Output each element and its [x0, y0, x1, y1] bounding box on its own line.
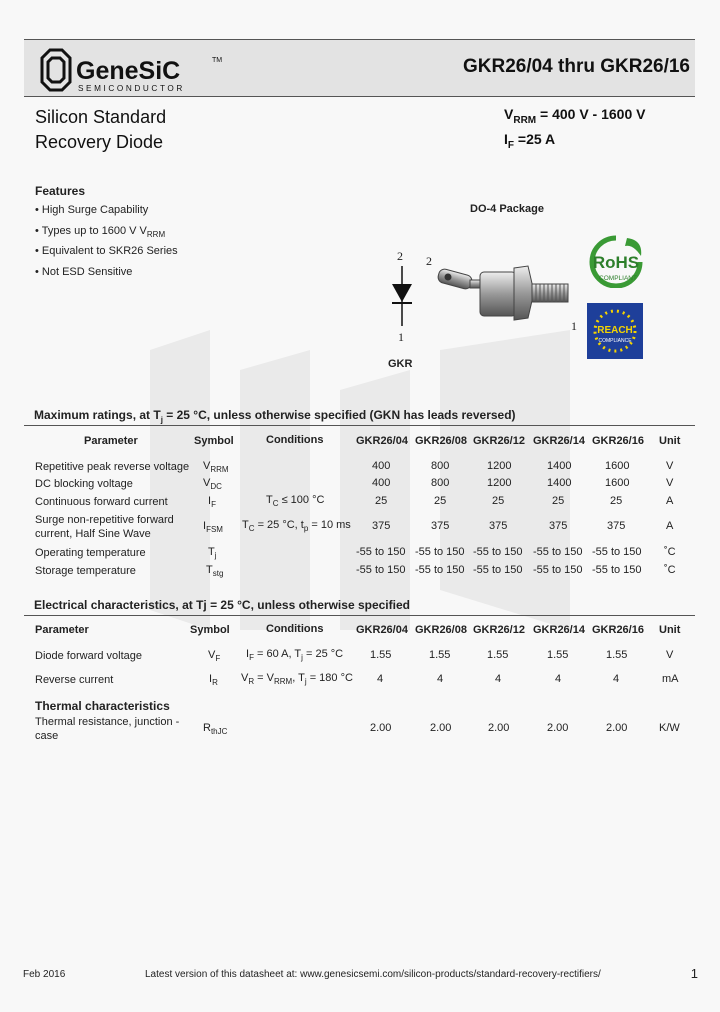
row-value: 1600 — [605, 477, 630, 489]
row-conditions: $I_F = 60$ A, $T_j = 25$ °C — [246, 648, 344, 663]
row-value: 375 — [431, 520, 450, 532]
row-unit: ˚C — [664, 564, 676, 576]
reach-text: REACH — [597, 325, 633, 336]
rohs-badge — [585, 234, 647, 288]
row-value: 375 — [549, 520, 568, 532]
row-param: Reverse current — [35, 674, 114, 686]
feature-item: • High Surge Capability — [35, 204, 149, 216]
thermal-title: Thermal characteristics — [35, 699, 170, 713]
feature-item: • Equivalent to SKR26 Series — [35, 245, 178, 258]
elec-title: Electrical characteristics, at Tj = 25 °C, unless otherwise specified — [24, 596, 695, 616]
row-conditions: $T_C = 25$ °C, $t_p = 10$ ms — [242, 519, 351, 534]
row-symbol: $I_{FSM}$ — [203, 520, 223, 535]
col-header-parameter: Parameter — [84, 435, 138, 447]
row-value: 25 — [375, 495, 388, 507]
symbol-label: GKR — [388, 358, 413, 370]
row-unit: V — [666, 460, 674, 472]
features-list — [35, 202, 178, 285]
row-value: 2.00 — [547, 722, 569, 734]
row-param: Repetitive peak reverse voltage — [35, 461, 190, 473]
footer-date: Feb 2016 — [23, 969, 66, 980]
col-header-gkr2616: GKR26/16 — [592, 624, 644, 636]
row-value: 375 — [607, 520, 626, 532]
row-value: -55 to 150 — [533, 546, 583, 558]
reach-sub: COMPLIANCE — [598, 338, 632, 344]
pin-label-stud: 1 — [571, 319, 577, 333]
row-symbol: $I_R$ — [209, 673, 218, 688]
row-value: 400 — [372, 460, 391, 472]
device-title-line1: Silicon Standard — [35, 107, 167, 127]
genesic-logo — [38, 48, 228, 94]
row-value: -55 to 150 — [533, 564, 583, 576]
rohs-text: RoHS — [592, 253, 640, 272]
row-param: Thermal resistance, junction - case — [35, 716, 180, 742]
row-value: 1200 — [487, 460, 512, 472]
row-value: 4 — [437, 673, 444, 685]
row-value: 2.00 — [430, 722, 452, 734]
row-value: 375 — [372, 520, 391, 532]
row-value: -55 to 150 — [356, 564, 406, 576]
row-param: Operating temperature — [35, 547, 146, 559]
feature-item: • Types up to 1600 V $V_{RRM}$ — [35, 224, 166, 239]
row-value: 4 — [613, 673, 620, 685]
row-value: 1.55 — [370, 649, 392, 661]
row-conditions: $V_R = V_{RRM}$, $T_j = 180$ °C — [241, 672, 353, 687]
max-ratings-title: Maximum ratings, at $T_j = 25$ °C, unless otherwise specified (GKN has leads reversed) — [24, 406, 695, 426]
row-value: 25 — [434, 495, 447, 507]
row-param: Surge non-repetitive forward current, Half Sine Wave — [35, 514, 174, 540]
page-number: 1 — [690, 966, 698, 981]
feature-item: • Not ESD Sensitive — [35, 266, 133, 279]
row-value: 400 — [372, 477, 391, 489]
col-header-unit: Unit — [659, 435, 681, 447]
device-title — [35, 105, 166, 155]
row-value: 2.00 — [606, 722, 628, 734]
row-value: 800 — [431, 477, 450, 489]
row-unit: V — [666, 649, 674, 661]
row-symbol: $I_F$ — [208, 495, 216, 510]
row-conditions: $T_C \le 100$ °C — [266, 494, 325, 509]
row-symbol: $V_F$ — [208, 649, 221, 664]
logo-subtitle: SEMICONDUCTOR — [78, 84, 185, 93]
row-value: 4 — [495, 673, 502, 685]
col-header-gkr2616: GKR26/16 — [592, 435, 644, 447]
row-value: 1.55 — [487, 649, 509, 661]
logo-name: GeneSiC — [76, 57, 181, 85]
row-value: 4 — [377, 673, 384, 685]
row-value: -55 to 150 — [592, 546, 642, 558]
col-header-symbol: Symbol — [194, 435, 234, 447]
device-title-line2: Recovery Diode — [35, 132, 164, 152]
do4-package-icon — [436, 262, 570, 338]
col-header-gkr2612: GKR26/12 — [473, 435, 525, 447]
col-header-gkr2608: GKR26/08 — [415, 624, 467, 636]
col-header-unit: Unit — [659, 624, 681, 636]
row-value: -55 to 150 — [356, 546, 406, 558]
col-header-parameter: Parameter — [35, 624, 89, 636]
row-unit: A — [666, 495, 674, 507]
row-value: -55 to 150 — [592, 564, 642, 576]
spec-if: $I_F =25$ A — [504, 131, 556, 151]
footer-link[interactable]: Latest version of this datasheet at: www.genesicsemi.com/silicon-products/standard-recovery-rectifiers/ — [145, 969, 601, 980]
spec-vrrm: $V_{RRM} = 400$ V - 1600 V — [504, 106, 646, 126]
row-value: 1.55 — [429, 649, 451, 661]
row-symbol: $T_j$ — [208, 546, 217, 561]
row-value: -55 to 150 — [415, 564, 465, 576]
features-heading: Features — [35, 184, 86, 198]
row-value: 4 — [555, 673, 562, 685]
col-header-gkr2614: GKR26/14 — [533, 435, 585, 447]
row-param: Continuous forward current — [35, 496, 168, 508]
reach-badge — [587, 303, 643, 359]
col-header-gkr2604: GKR26/04 — [356, 435, 408, 447]
col-header-gkr2612: GKR26/12 — [473, 624, 525, 636]
col-header-conditions: Conditions — [266, 623, 324, 635]
row-value: 25 — [610, 495, 623, 507]
col-header-gkr2614: GKR26/14 — [533, 624, 585, 636]
row-unit: A — [666, 520, 674, 532]
row-unit: ˚C — [664, 546, 676, 558]
row-value: 1.55 — [547, 649, 569, 661]
row-symbol: $V_{DC}$ — [203, 477, 222, 492]
row-value: 25 — [552, 495, 565, 507]
row-symbol: $T_{stg}$ — [206, 564, 224, 579]
row-value: 25 — [492, 495, 505, 507]
row-unit: mA — [662, 673, 679, 685]
rohs-sub: COMPLIANT — [599, 275, 637, 282]
row-value: 1400 — [547, 477, 572, 489]
col-header-symbol: Symbol — [190, 624, 230, 636]
row-symbol: $R_{thJC}$ — [203, 722, 228, 737]
pin-label-cathode: 1 — [398, 330, 404, 344]
logo-tm: TM — [212, 57, 223, 64]
row-value: 1600 — [605, 460, 630, 472]
row-param: DC blocking voltage — [35, 478, 133, 490]
row-value: -55 to 150 — [473, 546, 523, 558]
row-value: 2.00 — [488, 722, 510, 734]
pin-label-anode: 2 — [397, 249, 403, 263]
pin-label-stud-top: 2 — [426, 254, 432, 268]
row-value: -55 to 150 — [473, 564, 523, 576]
row-value: 375 — [489, 520, 508, 532]
row-param: Diode forward voltage — [35, 650, 143, 662]
row-value: 800 — [431, 460, 450, 472]
row-unit: K/W — [659, 722, 680, 734]
row-value: 1.55 — [606, 649, 628, 661]
row-value: 1400 — [547, 460, 572, 472]
col-header-conditions: Conditions — [266, 434, 324, 446]
col-header-gkr2604: GKR26/04 — [356, 624, 408, 636]
package-label: DO-4 Package — [470, 203, 544, 215]
diode-symbol-icon — [389, 266, 415, 326]
row-value: -55 to 150 — [415, 546, 465, 558]
row-param: Storage temperature — [35, 565, 136, 577]
part-title: GKR26/04 thru GKR26/16 — [462, 56, 690, 77]
row-value: 1200 — [487, 477, 512, 489]
row-unit: V — [666, 477, 674, 489]
row-value: 2.00 — [370, 722, 392, 734]
row-symbol: $V_{RRM}$ — [203, 460, 229, 475]
col-header-gkr2608: GKR26/08 — [415, 435, 467, 447]
